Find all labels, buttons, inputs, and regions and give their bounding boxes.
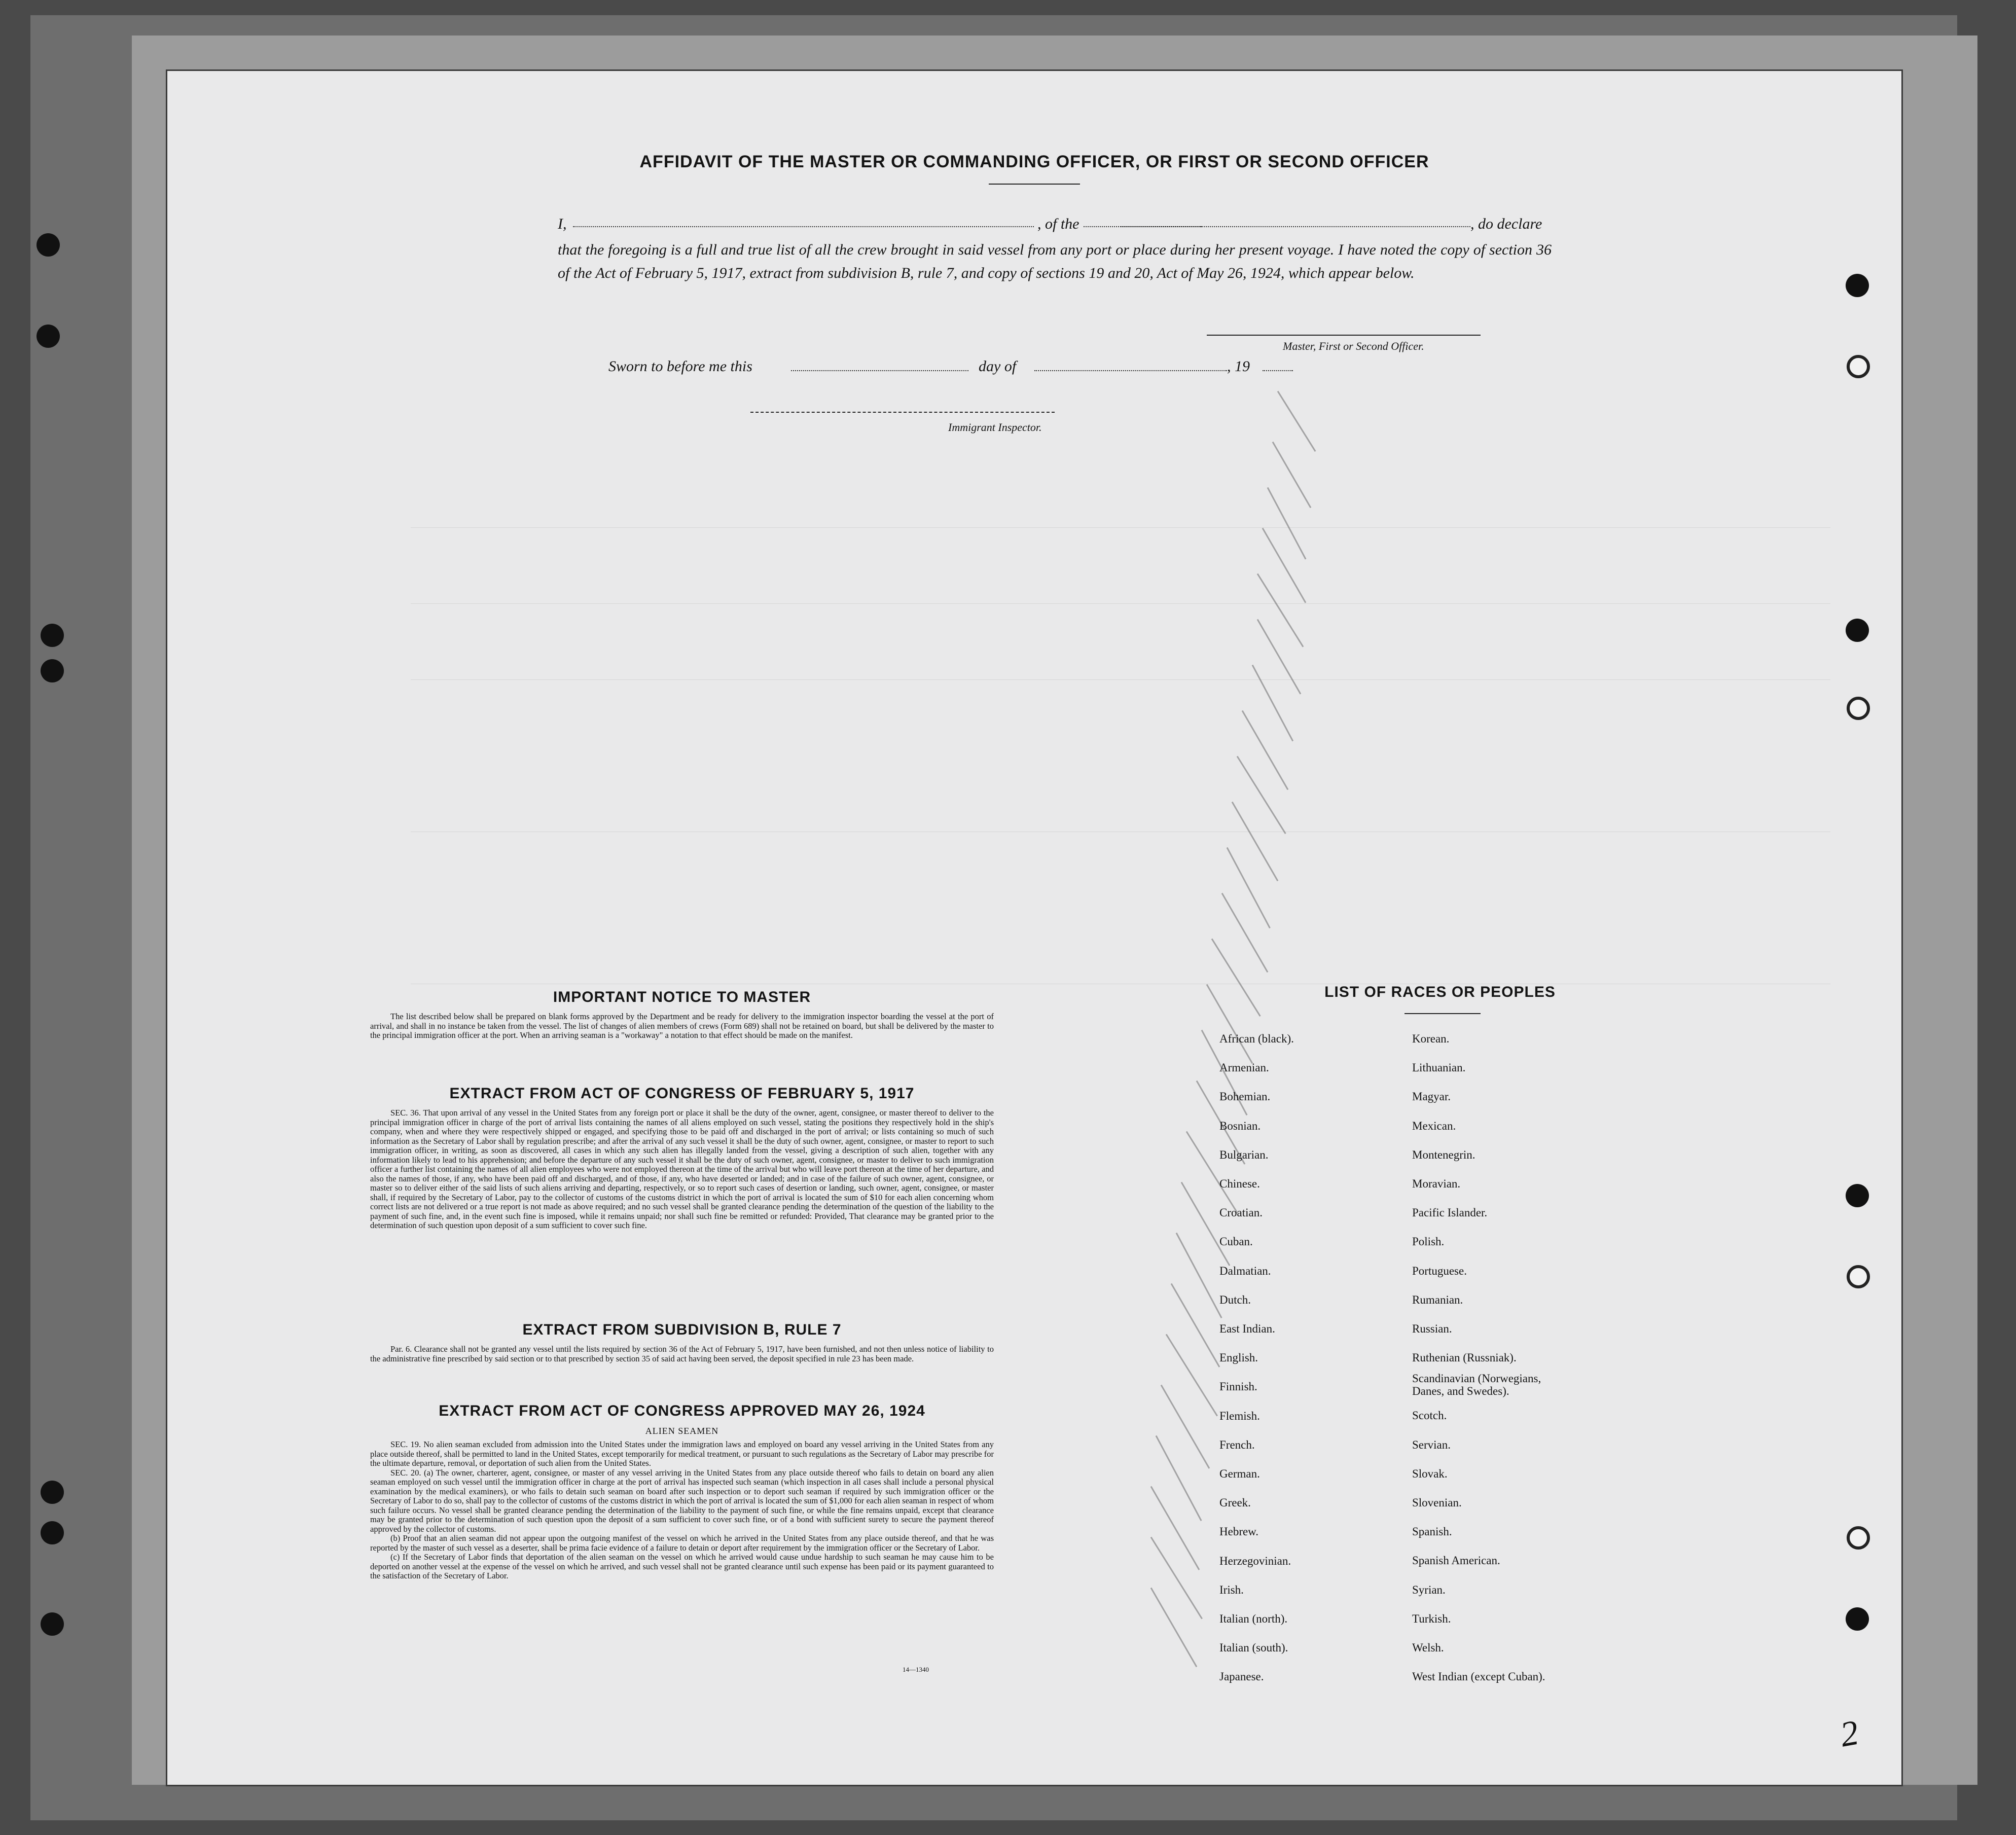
binder-hole bbox=[41, 624, 64, 647]
race-item: Bulgarian. bbox=[1219, 1148, 1269, 1161]
race-item: Servian. bbox=[1412, 1438, 1451, 1451]
race-item: Armenian. bbox=[1219, 1061, 1269, 1074]
extract-1917-body bbox=[370, 1108, 994, 1231]
race-item: Slovak. bbox=[1412, 1467, 1448, 1480]
notice-body bbox=[370, 1012, 994, 1040]
binder-hole bbox=[1846, 619, 1869, 642]
race-item: Spanish American. bbox=[1412, 1554, 1500, 1567]
race-item: Ruthenian (Russniak). bbox=[1412, 1351, 1517, 1364]
extract-1924-title: EXTRACT FROM ACT OF CONGRESS APPROVED MAY 26, 1924 bbox=[439, 1402, 925, 1419]
binder-hole bbox=[1846, 1607, 1869, 1631]
extract-1924-subtitle: ALIEN SEAMEN bbox=[645, 1426, 719, 1436]
form-number: 14—1340 bbox=[903, 1666, 929, 1673]
race-item: Slovenian. bbox=[1412, 1496, 1462, 1509]
binder-hole bbox=[1847, 1526, 1870, 1550]
race-item: English. bbox=[1219, 1351, 1258, 1364]
race-item: Italian (south). bbox=[1219, 1641, 1288, 1654]
race-item: Spanish. bbox=[1412, 1525, 1452, 1538]
binder-hole bbox=[1847, 1265, 1870, 1288]
sworn-year: , 19 bbox=[1227, 358, 1250, 375]
race-item: Irish. bbox=[1219, 1583, 1244, 1596]
binder-hole bbox=[41, 1481, 64, 1504]
title-underline bbox=[989, 184, 1080, 185]
binder-hole bbox=[1846, 274, 1869, 297]
binder-hole bbox=[1846, 1184, 1869, 1207]
extract-rule7-text: Par. 6. Clearance shall not be granted any vessel until the lists required by section 36 of the Act of February 5, 1917, have been furnished, and not then unless notice of liability to the administrative fine prescribed by said section or to that prescribed by section 35 of said act having been served, the deposit specified in rule 23 has been made. bbox=[370, 1344, 994, 1363]
race-item: Greek. bbox=[1219, 1496, 1251, 1509]
race-item: Turkish. bbox=[1412, 1612, 1451, 1625]
race-item: Moravian. bbox=[1412, 1177, 1461, 1191]
races-column-1 bbox=[1219, 1024, 1294, 1692]
vessel-blank bbox=[1121, 226, 1470, 227]
race-item: Russian. bbox=[1412, 1322, 1452, 1336]
affidavit-declare: , do declare bbox=[1470, 215, 1542, 232]
race-item: Polish. bbox=[1412, 1235, 1445, 1248]
race-item: Montenegrin. bbox=[1412, 1148, 1475, 1161]
race-item: Welsh. bbox=[1412, 1641, 1444, 1654]
sworn-day: day of bbox=[979, 358, 1017, 375]
race-item: Mexican. bbox=[1412, 1119, 1456, 1132]
bleed-through-line bbox=[411, 603, 1830, 604]
race-item: Portuguese. bbox=[1412, 1264, 1467, 1277]
race-item: Italian (north). bbox=[1219, 1612, 1288, 1626]
race-item: Dutch. bbox=[1219, 1293, 1251, 1306]
inspector-label: Immigrant Inspector. bbox=[948, 421, 1042, 434]
extract-1924-body bbox=[370, 1440, 994, 1581]
race-item: African (black). bbox=[1219, 1032, 1294, 1045]
sec20b-text: (b) Proof that an alien seaman did not appear upon the outgoing manifest of the vessel on which he arrived in the United States from any place outside thereof, and that he was reported by the master of such vessel as a deserter, shall be prima facie evidence of a failure to detain or deport after requirement by the immigration officer or the Secretary of Labor. bbox=[370, 1533, 994, 1553]
race-item: Flemish. bbox=[1219, 1409, 1260, 1422]
race-item: Pacific Islander. bbox=[1412, 1206, 1488, 1219]
affidavit-i: I, bbox=[558, 215, 567, 232]
extract-rule7-body bbox=[370, 1345, 994, 1363]
races-title-underline bbox=[1405, 1013, 1481, 1014]
binder-hole bbox=[41, 1612, 64, 1636]
race-item: Magyar. bbox=[1412, 1090, 1451, 1103]
sworn-prefix: Sworn to before me this bbox=[608, 358, 752, 375]
binder-hole bbox=[1847, 355, 1870, 378]
extract-rule7-title: EXTRACT FROM SUBDIVISION B, RULE 7 bbox=[522, 1321, 842, 1338]
sec20c-text: (c) If the Secretary of Labor finds that deportation of the alien seaman on the vessel on which he arrived would cause undue hardship to such seaman he may cause him to be deported on another vessel at the expense of the vessel on which he arrived, and such vessel shall not be granted clearance until such expense has been paid or its payment guaranteed to the satisfaction of the Secretary of Labor. bbox=[370, 1552, 994, 1580]
name-blank bbox=[573, 226, 1202, 227]
sworn-day-blank bbox=[791, 370, 968, 371]
bleed-through-line bbox=[411, 527, 1830, 528]
race-item: Syrian. bbox=[1412, 1583, 1446, 1596]
race-item: Bosnian. bbox=[1219, 1119, 1261, 1132]
master-label: Master, First or Second Officer. bbox=[1283, 340, 1424, 352]
bleed-through-line bbox=[411, 679, 1830, 680]
manifest-page bbox=[167, 71, 1901, 1785]
races-column-2 bbox=[1412, 1024, 1564, 1691]
race-item: Hebrew. bbox=[1219, 1525, 1259, 1538]
race-item: Croatian. bbox=[1219, 1206, 1263, 1219]
notice-text: The list described below shall be prepared on blank forms approved by the Department and be ready for delivery to the immigration inspector boarding the vessel at the port of arrival, and shall in no instance be taken from the vessel. The list of changes of alien members of crews (Form 689) shall not be retained on board, but shall be delivered by the master to the principal immigration officer at the port. When an arriving seaman is a "workaway" a notation to that effect should be made on the manifest. bbox=[370, 1012, 994, 1040]
affidavit-of-the: , of the bbox=[1034, 215, 1083, 233]
race-item: Rumanian. bbox=[1412, 1293, 1463, 1306]
binder-hole bbox=[41, 1521, 64, 1544]
race-item: French. bbox=[1219, 1438, 1255, 1451]
affidavit-title: AFFIDAVIT OF THE MASTER OR COMMANDING OFFICER, OR FIRST OR SECOND OFFICER bbox=[639, 152, 1429, 171]
binder-hole bbox=[41, 659, 64, 682]
affidavit-body: that the foregoing is a full and true list of all the crew brought in said vessel from any port or place during her present voyage. I have noted the copy of section 36 of the Act of February 5, 1917, extract from subdivision B, rule 7, and copy of sections 19 and 20, Act of May 26, 1924, which appear below. bbox=[558, 241, 1552, 281]
master-signature-line bbox=[1207, 335, 1481, 336]
race-item: Scandinavian (Norwegians, Danes, and Swedes). bbox=[1412, 1372, 1541, 1398]
race-item: Chinese. bbox=[1219, 1177, 1260, 1191]
race-item: Lithuanian. bbox=[1412, 1061, 1466, 1074]
handwritten-page-number: 2 bbox=[1837, 1713, 1862, 1755]
extract-1917-title: EXTRACT FROM ACT OF CONGRESS OF FEBRUARY 5, 1917 bbox=[449, 1085, 915, 1102]
race-item: Dalmatian. bbox=[1219, 1264, 1271, 1277]
race-item: Scotch. bbox=[1412, 1409, 1447, 1422]
race-item: Japanese. bbox=[1219, 1670, 1264, 1683]
race-item: Cuban. bbox=[1219, 1235, 1253, 1248]
race-item: Bohemian. bbox=[1219, 1090, 1271, 1103]
race-item: Finnish. bbox=[1219, 1380, 1257, 1393]
race-item: East Indian. bbox=[1219, 1322, 1275, 1336]
binder-hole bbox=[37, 233, 60, 257]
binder-hole bbox=[1847, 697, 1870, 720]
race-item: West Indian (except Cuban). bbox=[1412, 1670, 1545, 1683]
inspector-signature-line bbox=[750, 412, 1055, 413]
sec19-text: SEC. 19. No alien seaman excluded from admission into the United States under the immigration laws and employed on board any vessel arriving in the United States from any place outside thereof, shall be permitted to land in the United States, except temporarily for medical treatment, or pursuant to such regulations as the Secretary of Labor may prescribe for the ultimate departure, removal, or deportation of such alien from the United States. bbox=[370, 1440, 994, 1468]
race-item: German. bbox=[1219, 1467, 1260, 1481]
binder-hole bbox=[37, 325, 60, 348]
sec20a-text: SEC. 20. (a) The owner, charterer, agent, consignee, or master of any vessel arriving in the United States from any place outside thereof who fails to detain on board any alien seaman employed on such vessel until the immigration officer in charge at the port of arrival has inspected such seaman (which inspection in all cases shall include a personal physical examination by the medical examiners), or who fails to detain such seaman on board after such inspection or to deport such seaman if required by such immigration officer or the Secretary of Labor to do so, shall pay to the collector of customs of the customs district in which the port of arrival is located the sum of $1,000 for each alien seaman in respect of whom such failure occurs. No vessel shall be granted clearance pending the determination of the liability to the payment of such fine, or while the fine remains unpaid, except that clearance may be granted prior to the determination of such question upon the deposit of a sum sufficient to cover such fine, or of a bond with sufficient surety to secure the payment thereof approved by the collector of customs. bbox=[370, 1467, 994, 1534]
sworn-month-blank bbox=[1034, 370, 1227, 371]
race-item: Korean. bbox=[1412, 1032, 1450, 1045]
extract-1917-text: SEC. 36. That upon arrival of any vessel in the United States from any foreign port or place it shall be the duty of the owner, agent, consignee, or master thereof to deliver to the principal immigration officer in charge of the port of arrival lists containing the names of all aliens employed on such vessel, stating the positions they respectively hold in the ship's company, when and where they were respectively shipped or engaged, and specifying those to be paid off and discharged in the port of arrival; or lists containing so much of such information as the Secretary of Labor shall by regulation prescribe; and after the arrival of any such vessel it shall be the duty of such owner, agent, consignee, or master to report to such immigration officer, in writing, as soon as discovered, all cases in which any such alien has illegally landed from the vessel, giving a description of such alien, together with any information likely to lead to his apprehension; and before the departure of any such vessel it shall be the duty of such owner, agent, consignee, or master to deliver to such immigration officer a further list containing the names of all alien employees who were not employed thereon at the time of the arrival but who will leave port thereon at the time of her departure, and also the names of those, if any, who have been paid off and discharged, and of those, if any, who have deserted or landed; and in case of the failure of such owner, agent, consignee, or master so to deliver either of the said lists of such aliens arriving and departing, respectively, or so to report such cases of desertion or landing, such owner, agent, consignee, or master shall, if required by the Secretary of Labor, pay to the collector of customs of the customs district in which the port of arrival is located the sum of $10 for each alien concerning whom correct lists are not delivered or a true report is not made as above required; and no such vessel shall be granted clearance pending the determination of the question of the liability to the payment of such fine, and, in the event such fine is imposed, while it remains unpaid; nor shall such fine be remitted or refunded: Provided, That clearance may be granted prior to the determination of such question upon deposit of a sum sufficient to cover such fine. bbox=[370, 1108, 994, 1230]
sworn-year-blank bbox=[1263, 370, 1293, 371]
race-item: Herzegovinian. bbox=[1219, 1554, 1291, 1567]
notice-title: IMPORTANT NOTICE TO MASTER bbox=[553, 989, 811, 1005]
races-title: LIST OF RACES OR PEOPLES bbox=[1324, 984, 1556, 1000]
